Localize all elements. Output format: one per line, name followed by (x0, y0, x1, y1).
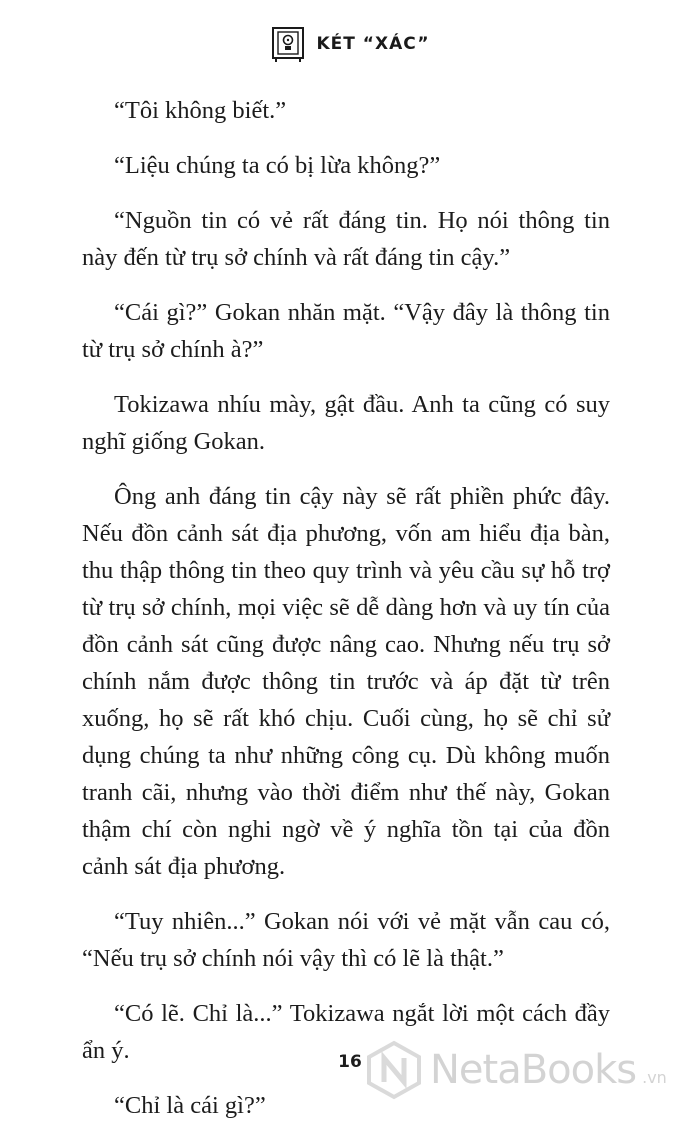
page-number: 16 (338, 1052, 362, 1072)
paragraph: “Liệu chúng ta có bị lừa không?” (114, 152, 441, 179)
safe-icon (270, 25, 306, 63)
paragraph: Tokizawa nhíu mày, gật đầu. Anh ta cũng có suy nghĩ giống Gokan. (82, 391, 610, 455)
paragraph: “Có lẽ. Chỉ là...” Tokizawa ngắt lời một cách đầy ẩn ý. (82, 1000, 610, 1064)
paragraph: “Chỉ là cái gì?” (114, 1092, 266, 1119)
watermark-text: NetaBooks (430, 1047, 637, 1093)
paragraph: Ông anh đáng tin cậy này sẽ rất phiền phức đây. Nếu đồn cảnh sát địa phương, vốn am hiểu địa bàn, thu thập thông tin theo quy trình và yêu cầu sự hỗ trợ từ trụ sở chính, mọi việc sẽ dễ dàng hơn và uy tín của đồn cảnh sát cũng được nâng cao. Nhưng nếu trụ sở chính nắm được thông tin trước và áp đặt từ trên xuống, họ sẽ rất khó chịu. Cuối cùng, họ sẽ chỉ sử dụng chúng ta như những công cụ. Dù không muốn tranh cãi, nhưng vào thời điểm như thế này, Gokan thậm chí còn nghi ngờ về ý nghĩa tồn tại của đồn cảnh sát địa phương. (82, 483, 610, 880)
paragraph: “Tôi không biết.” (114, 97, 287, 124)
running-header (0, 22, 700, 66)
netabooks-logo-icon (364, 1040, 424, 1100)
paragraph: “Nguồn tin có vẻ rất đáng tin. Họ nói thông tin này đến từ trụ sở chính và rất đáng tin cậy.” (82, 207, 610, 271)
watermark (364, 1040, 667, 1100)
watermark-suffix: .vn (642, 1067, 667, 1087)
body-text (82, 92, 610, 1142)
header-title: KÉT “XÁC” (316, 34, 430, 54)
paragraph: “Tuy nhiên...” Gokan nói với vẻ mặt vẫn cau có, “Nếu trụ sở chính nói vậy thì có lẽ là thật.” (82, 908, 610, 972)
paragraph: “Cái gì?” Gokan nhăn mặt. “Vậy đây là thông tin từ trụ sở chính à?” (82, 299, 610, 363)
